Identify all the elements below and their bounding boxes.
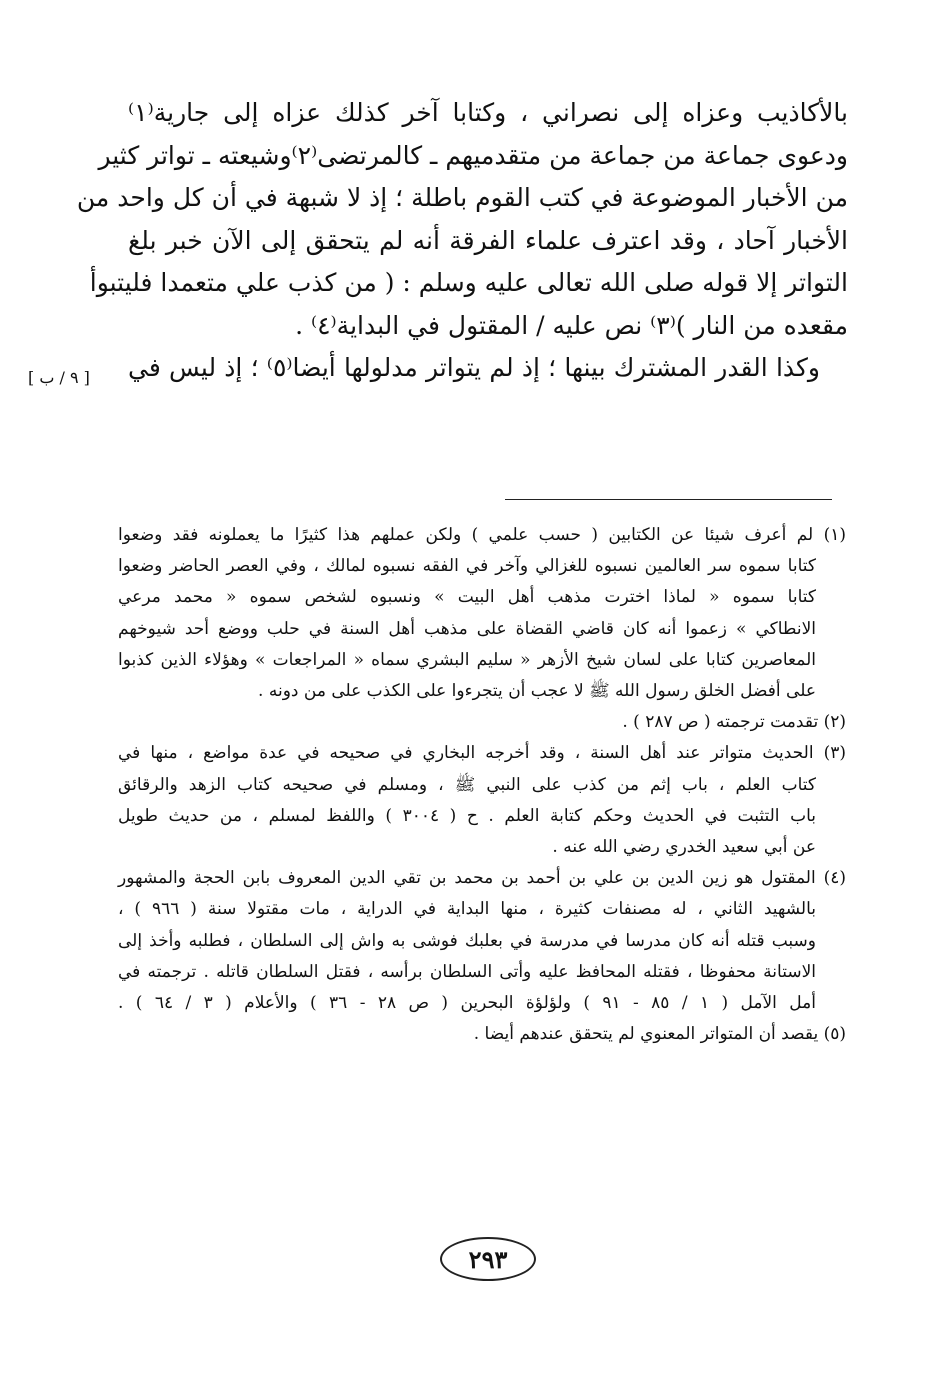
- footnote-2: [118, 707, 846, 738]
- footnote-5: [118, 1019, 846, 1050]
- footnote-line: (١) لم أعرف شيئا عن الكتابين ( حسب علمي ) ولكن عملهم هذا كثيرًا ما يعملونه فقد وضعوا: [118, 525, 846, 545]
- footnote-line: (٤) المقتول هو زين الدين بن علي بن أحمد بن محمد بن تقي الدين المعروف بابن الحجة والمشهور: [118, 868, 846, 889]
- page-number: ٢٩٣: [440, 1237, 536, 1281]
- footnote-line: أمل الآمل ( ١ / ٨٥ - ٩١ ) ولؤلؤة البحرين ( ص ٢٨ - ٣٦ ) والأعلام ( ٣ / ٦٤ ) .: [118, 993, 816, 1014]
- footnote-line: على أفضل الخلق رسول الله ﷺ لا عجب أن يتجرءوا على الكذب على من دونه .: [258, 681, 816, 702]
- main-text-line: الأخبار آحاد ، وقد اعترف علماء الفرقة أنه لم يتحقق إلى الآن خبر بلغ: [128, 225, 848, 255]
- footnote-4: [118, 863, 846, 1019]
- main-text-line: وكذا القدر المشترك بينها ؛ إذ لم يتواتر مدلولها أيضا⁽٥⁾ ؛ إذ ليس في: [128, 353, 820, 382]
- footnote-1: [118, 520, 846, 707]
- main-text-line: ودعوى جماعة من جماعة من متقدميهم ـ كالمرتضى⁽٢⁾وشيعته ـ تواتر كثير: [98, 140, 848, 170]
- footnote-line: (٥) يقصد أن المتواتر المعنوي لم يتحقق عندهم أيضا .: [473, 1024, 846, 1045]
- footnote-line: عن أبي سعيد الخدري رضي الله عنه .: [552, 837, 816, 858]
- footnote-line: الاستانة محفوظا ، فقتله المحافظ عليه وأتى السلطان برأسه ، فقتل السلطان قاتله . ترجمته في: [118, 961, 816, 982]
- footnote-line: كتابا سموه سر العالمين نسبوه للغزالي وآخر في الفقه نسبوه لمالك ، وفي العصر الحاضر وضعوا: [118, 556, 816, 577]
- footnote-line: الانطاكي » زعموا أنه كان قاضي القضاة على مذهب أهل السنة في حلب ووضع أحد شيوخهم: [118, 618, 816, 639]
- main-text: [76, 92, 848, 390]
- footnote-line: وسبب قتله أنه كان مدرسا في مدرسة في بعلبك فوشى به واش إلى السلطان ، فطلبه وأخذ إلى: [118, 930, 816, 951]
- main-text-line: من الأخبار الموضوعة في كتب القوم باطلة ؛ إذ لا شبهة في أن كل واحد من: [76, 183, 848, 212]
- manuscript-folio-marker: [ ٩ / ب ]: [28, 368, 90, 387]
- main-text-line: مقعده من النار )⁽٣⁾ نص عليه / المقتول في البداية⁽٤⁾ .: [295, 310, 848, 340]
- footnote-line: باب التثبت في الحديث وحكم كتابة العلم . ح ( ٣٠٠٤ ) واللفظ لمسلم ، من حديث طويل: [118, 805, 816, 826]
- footnote-3: [118, 738, 846, 863]
- footnote-separator: [505, 499, 832, 500]
- footnote-line: بالشهيد الثاني ، له مصنفات كثيرة ، منها البداية في الدراية ، مات مقتولا سنة ( ٩٦٦ ) ،: [118, 899, 816, 920]
- footnote-line: المعاصرين كتابا على لسان شيخ الأزهر « سليم البشري سماه « المراجعات » وهؤلاء الذين كذبوا: [118, 649, 816, 670]
- main-text-line: التواتر إلا قوله صلى الله تعالى عليه وسلم : ( من كذب علي متعمدا فليتبوأ: [89, 268, 848, 297]
- footnotes: [118, 520, 846, 1050]
- footnote-line: كتاب العلم ، باب إثم من كذب على النبي ﷺ ، ومسلم في صحيحه كتاب الزهد والرقائق: [118, 774, 816, 795]
- footnote-line: (٢) تقدمت ترجمته ( ص ٢٨٧ ) .: [622, 712, 846, 733]
- main-text-line: بالأكاذيب وعزاه إلى نصراني ، وكتابا آخر كذلك عزاه إلى جارية⁽١⁾: [128, 98, 848, 127]
- footnote-line: (٣) الحديث متواتر عند أهل السنة ، وقد أخرجه البخاري في صحيحه في عدة مواضع ، منها في: [118, 743, 846, 764]
- footnote-line: كتابا سموه « لماذا اخترت مذهب أهل البيت » ونسبوه لشخص سموه « محمد مرعي: [118, 587, 816, 608]
